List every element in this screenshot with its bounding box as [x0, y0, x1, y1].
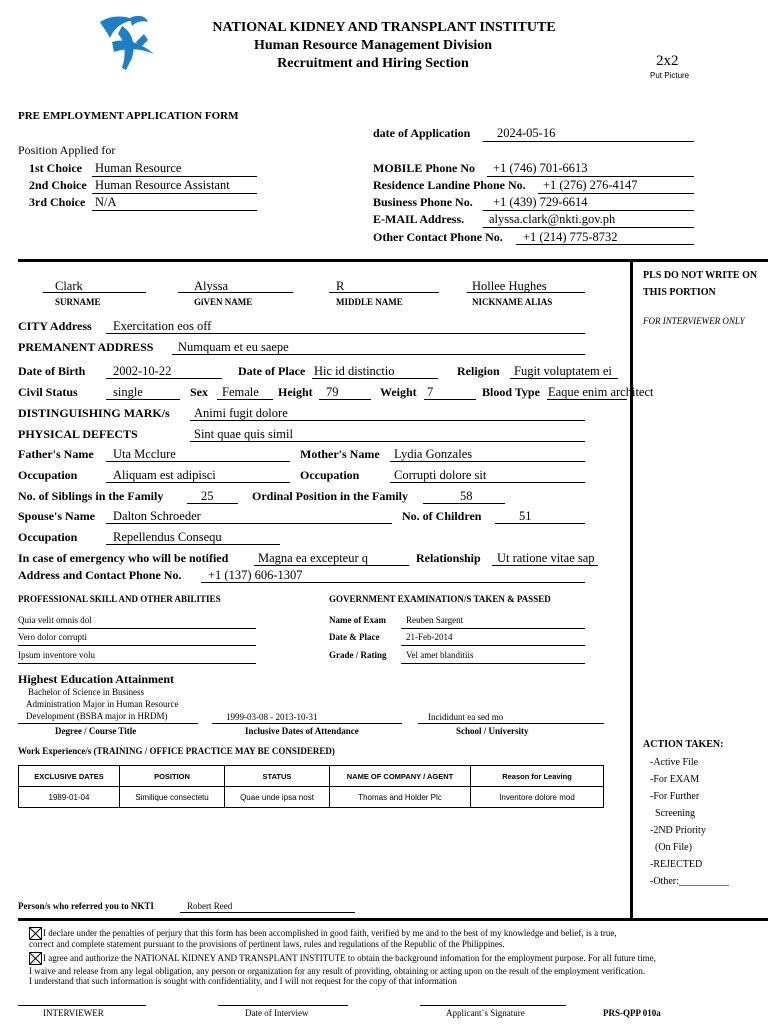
children-label: No. of Children	[402, 509, 482, 523]
declaration-2-line-1: I agree and authorize the NATIONAL KIDNEY AND TRANSPLANT INSTITUTE to obtain the background infomation for the employment purpose. For all future time,	[43, 953, 656, 963]
check-x-icon	[30, 953, 41, 964]
father-name-label: Father's Name	[18, 447, 94, 461]
dob-value[interactable]: 2002-10-22	[113, 364, 172, 378]
blood-type-value[interactable]: Eaque enim architect	[548, 385, 654, 399]
email-label: E-MAIL Address.	[373, 212, 465, 226]
residence-phone-value[interactable]: +1 (276) 276-4147	[543, 178, 638, 192]
spouse-occupation-value[interactable]: Repellendus Consequ	[113, 530, 222, 544]
dob-label: Date of Birth	[18, 364, 86, 378]
exam-name-value[interactable]: Reuben Sargent	[406, 615, 464, 625]
exam-grade-value[interactable]: Vel amet blanditiis	[406, 650, 474, 660]
weight-value[interactable]: 7	[427, 385, 434, 399]
work-reason-cell[interactable]: Inventore dolore mod	[471, 787, 604, 808]
photo-label: 2x2	[656, 53, 679, 69]
middle-name-label: MIDDLE NAME	[336, 297, 403, 307]
date-of-application-value[interactable]: 2024-05-16	[497, 126, 556, 140]
given-name-value[interactable]: Alyssa	[194, 279, 229, 293]
work-company-cell[interactable]: Thomas and Holder Plc	[330, 787, 471, 808]
religion-value[interactable]: Fugit voluptatem ei	[514, 364, 612, 378]
exam-date-value[interactable]: 21-Feb-2014	[406, 632, 453, 642]
col-exclusive-dates: EXCLUSIVE DATES	[19, 766, 120, 787]
business-phone-value[interactable]: +1 (439) 729-6614	[493, 195, 588, 209]
ordinal-label: Ordinal Position in the Family	[252, 489, 409, 503]
skill-item-2[interactable]: Vero dolor corrupti	[18, 632, 87, 642]
exam-date-label: Date & Place	[329, 632, 380, 642]
siblings-value[interactable]: 25	[201, 489, 214, 503]
other-phone-value[interactable]: +1 (214) 775-8732	[523, 230, 618, 244]
exam-name-label: Name of Exam	[329, 615, 386, 625]
declaration-1-line-1: I declare under the penalties of perjury that this form has been accomplished in good faith, verified by me and to the best of my knowledge and belief, is a true,	[43, 928, 617, 938]
action-screening: Screening	[655, 808, 695, 819]
marks-label: DISTINGUISHING MARK/s	[18, 406, 170, 420]
email-value[interactable]: alyssa.clark@nkti.gov.ph	[489, 212, 616, 226]
school-value[interactable]: Incididunt ea sed mo	[428, 712, 504, 722]
second-choice-label: 2nd Choice	[29, 178, 87, 192]
section-divider	[18, 259, 768, 262]
exam-grade-label: Grade / Rating	[329, 650, 387, 660]
skill-item-1[interactable]: Quia velit omnis dol	[18, 615, 92, 625]
interviewer-column-border	[630, 259, 633, 920]
city-address-label: CITY Address	[18, 319, 92, 333]
mobile-value[interactable]: +1 (746) 701-6613	[493, 161, 588, 175]
action-active-file: -Active File	[650, 757, 699, 768]
mother-name-value[interactable]: Lydia Gonzales	[394, 447, 473, 461]
degree-label: Degree / Course Title	[55, 726, 137, 736]
nickname-value[interactable]: Hollee Hughes	[472, 279, 547, 293]
declaration-2-line-3: I understand that such information is sought with confidentiality, and I will not request for the copy of that information	[29, 976, 457, 986]
skill-item-3[interactable]: Ipsum inventore volu	[18, 650, 95, 660]
date-of-application-label: date of Application	[373, 126, 471, 140]
middle-name-value[interactable]: R	[336, 279, 345, 293]
relationship-label: Relationship	[416, 551, 481, 565]
table-row	[19, 787, 604, 808]
action-other: -Other:__________	[650, 876, 729, 887]
action-2nd-priority: -2ND Priority	[650, 825, 706, 836]
siblings-label: No. of Siblings in the Family	[18, 489, 164, 503]
col-company: NAME OF COMPANY / AGENT	[330, 766, 471, 787]
height-label: Height	[278, 385, 313, 399]
sex-label: Sex	[190, 385, 208, 399]
mother-occupation-label: Occupation	[300, 468, 360, 482]
third-choice-value[interactable]: N/A	[95, 195, 117, 209]
exam-title: GOVERNMENT EXAMINATION/S TAKEN & PASSED	[329, 594, 551, 604]
check-x-icon	[30, 928, 41, 939]
third-choice-label: 3rd Choice	[29, 195, 86, 209]
ordinal-value[interactable]: 58	[460, 489, 473, 503]
mother-occupation-value[interactable]: Corrupti dolore sit	[394, 468, 487, 482]
declaration-1-line-2: correct and complete statement pursuant to the provisions of pertinent laws, rules and regulations of the Republic of the Philippines.	[29, 939, 505, 949]
attendance-dates-label: Inclusive Dates of Attendance	[245, 726, 359, 736]
side-note-line2: THIS PORTION	[643, 287, 716, 298]
skills-title: PROFESSIONAL SKILL AND OTHER ABILITIES	[18, 594, 221, 604]
sex-value[interactable]: Female	[222, 385, 259, 399]
spouse-occupation-label: Occupation	[18, 530, 78, 544]
section-title: Recruitment and Hiring Section	[277, 56, 469, 71]
form-title: PRE EMPLOYMENT APPLICATION FORM	[18, 110, 239, 122]
applicant-signature-label: Applicant`s Signature	[446, 1008, 525, 1018]
spouse-name-value[interactable]: Dalton Schroeder	[113, 509, 201, 523]
attendance-dates-value[interactable]: 1999-03-08 - 2013-10-31	[226, 712, 318, 722]
action-rejected: -REJECTED	[650, 859, 703, 870]
pob-value[interactable]: Hic id distinctio	[314, 364, 395, 378]
col-status: STATUS	[225, 766, 330, 787]
blood-type-label: Blood Type	[482, 385, 540, 399]
side-note-line3: FOR INTERVIEWER ONLY	[643, 316, 745, 326]
business-phone-label: Business Phone No.	[373, 195, 473, 209]
first-choice-label: 1st Choice	[29, 161, 82, 175]
action-on-file: (On File)	[655, 842, 692, 853]
religion-label: Religion	[457, 364, 500, 378]
declaration-2-line-2: I waive and release from any legal obligation, any person or organization for any result of providing, obtaining or acting upon on the result of the employment verification.	[29, 966, 646, 976]
pob-label: Date of Place	[238, 364, 306, 378]
education-title: Highest Education Attainment	[18, 672, 175, 686]
permanent-address-label: PREMANENT ADDRESS	[18, 340, 154, 354]
work-experience-table	[18, 765, 604, 808]
photo-sublabel: Put Picture	[650, 71, 690, 80]
division-title: Human Resource Management Division	[253, 38, 493, 53]
work-status-cell[interactable]: Quae unde ipsa nost	[225, 787, 330, 808]
org-title: NATIONAL KIDNEY AND TRANSPLANT INSTITUTE	[212, 20, 556, 35]
form-code: PRS-QPP 010a	[603, 1008, 661, 1018]
mobile-label: MOBILE Phone No	[373, 161, 476, 175]
emergency-value[interactable]: Magna ea excepteur q	[258, 551, 369, 565]
action-taken-title: ACTION TAKEN:	[643, 739, 724, 750]
other-phone-label: Other Contact Phone No.	[373, 230, 503, 244]
referral-label: Person/s who referred you to NKTI	[18, 901, 154, 911]
col-position: POSITION	[120, 766, 225, 787]
civil-status-label: Civil Status	[18, 385, 78, 399]
emergency-address-label: Address and Contact Phone No.	[18, 568, 182, 582]
work-experience-title: Work Experience/s (TRAINING / OFFICE PRACTICE MAY BE CONSIDERED)	[18, 746, 335, 756]
interviewer-signature-label: INTERVIEWER	[43, 1008, 104, 1018]
given-name-label: GiVEN NAME	[194, 297, 253, 307]
defects-label: PHYSICAL DEFECTS	[18, 427, 138, 441]
degree-line-3[interactable]: Development (BSBA major in HRDM)	[26, 711, 168, 721]
surname-label: SURNAME	[55, 297, 101, 307]
spouse-name-label: Spouse's Name	[18, 509, 96, 523]
defects-value[interactable]: Sint quae quis simil	[194, 427, 293, 441]
action-for-exam: -For EXAM	[650, 774, 700, 785]
residence-phone-label: Residence Landine Phone No.	[373, 178, 526, 192]
side-note-line1: PLS DO NOT WRITE ON	[643, 270, 758, 281]
col-reason: Reason for Leaving	[471, 766, 604, 787]
surname-value[interactable]: Clark	[55, 279, 83, 293]
nickname-label: NICKNAME ALIAS	[472, 297, 553, 307]
position-heading: Position Applied for	[18, 143, 116, 157]
relationship-value[interactable]: Ut ratione vitae sap	[497, 551, 595, 565]
permanent-address-value[interactable]: Numquam et eu saepe	[178, 340, 289, 354]
referral-value[interactable]: Robert Reed	[187, 901, 233, 911]
weight-label: Weight	[380, 385, 417, 399]
declaration-divider	[18, 918, 768, 921]
civil-status-value[interactable]: single	[113, 385, 143, 399]
marks-value[interactable]: Animi fugit dolore	[194, 406, 288, 420]
action-for-further: -For Further	[650, 791, 700, 802]
work-dates-cell[interactable]: 1989-01-04	[19, 787, 120, 808]
height-value[interactable]: 79	[326, 385, 339, 399]
city-address-value[interactable]: Exercitation eos off	[113, 319, 212, 333]
father-name-value[interactable]: Uta Mcclure	[113, 447, 176, 461]
work-position-cell[interactable]: Similique consectetu	[120, 787, 225, 808]
father-occupation-value[interactable]: Aliquam est adipisci	[113, 468, 216, 482]
first-choice-value[interactable]: Human Resource	[95, 161, 182, 175]
interview-date-label: Date of Interview	[245, 1008, 309, 1018]
second-choice-value[interactable]: Human Resource Assistant	[95, 178, 230, 192]
emergency-address-value[interactable]: +1 (137) 606-1307	[208, 568, 303, 582]
declaration-checkbox-2[interactable]	[29, 952, 42, 965]
children-value[interactable]: 51	[519, 509, 532, 523]
father-occupation-label: Occupation	[18, 468, 78, 482]
emergency-label: In case of emergency who will be notified	[18, 551, 229, 565]
mother-name-label: Mother's Name	[300, 447, 380, 461]
degree-line-2[interactable]: Administration Major in Human Resource	[26, 699, 179, 709]
school-label: School / University	[456, 726, 529, 736]
degree-line-1[interactable]: Bachelor of Science in Business	[28, 687, 144, 697]
